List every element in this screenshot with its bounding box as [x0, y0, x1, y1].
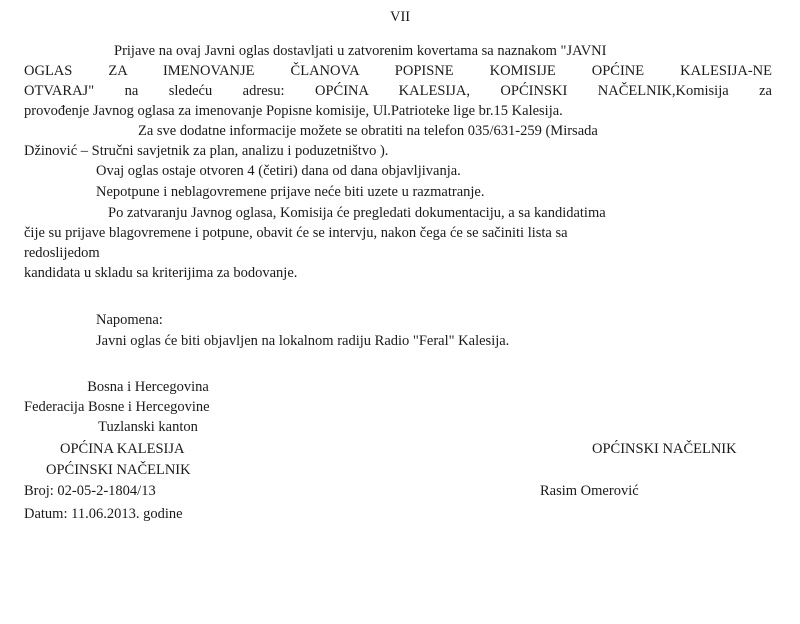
- para1-line4: provođenje Javnog oglasa za imenovanje Popisne komisije, Ul.Patrioteke lige br.15 Kalesija.: [24, 103, 563, 119]
- section-number: VII: [390, 9, 411, 25]
- para1-line1: Prijave na ovaj Javni oglas dostavljati u zatvorenim kovertama sa naznakom "JAVNI: [114, 43, 607, 59]
- municipality-name: OPĆINA KALESIJA: [60, 441, 185, 457]
- note-text: Javni oglas će biti objavljen na lokalnom radiju Radio "Feral" Kalesija.: [96, 333, 510, 349]
- para1-line2: OGLAS ZA IMENOVANJE ČLANOVA POPISNE KOMISIJE OPĆINE KALESIJA-NE: [24, 63, 772, 79]
- canton-name: Tuzlanski kanton: [98, 419, 198, 435]
- para1-line3: OTVARAJ" na sledeću adresu: OPĆINA KALESIJA, OPĆINSKI NAČELNIK,Komisija za: [24, 83, 772, 99]
- para5-line3: redoslijedom: [24, 245, 100, 261]
- reference-number: Broj: 02-05-2-1804/13: [24, 483, 156, 499]
- federation-name: Federacija Bosne i Hercegovine: [24, 399, 210, 415]
- para2-line2: Džinović – Stručni savjetnik za plan, analizu i poduzetništvo ).: [24, 143, 389, 159]
- note-label: Napomena:: [96, 312, 163, 328]
- para5-line4: kandidata u skladu sa kriterijima za bodovanje.: [24, 265, 298, 281]
- para5-line2: čije su prijave blagovremene i potpune, obavit će se intervju, nakon čega će se sačiniti lista sa: [24, 225, 568, 241]
- signature-title: OPĆINSKI NAČELNIK: [592, 441, 737, 457]
- country-name: Bosna i Hercegovina: [87, 379, 209, 395]
- document-date: Datum: 11.06.2013. godine: [24, 506, 183, 522]
- para5-line1: Po zatvaranju Javnog oglasa, Komisija će pregledati dokumentaciju, a sa kandidatima: [108, 205, 606, 221]
- para4: Nepotpune i neblagovremene prijave neće biti uzete u razmatranje.: [96, 184, 485, 200]
- para3: Ovaj oglas ostaje otvoren 4 (četiri) dana od dana objavljivanja.: [96, 163, 461, 179]
- office-name: OPĆINSKI NAČELNIK: [46, 462, 191, 478]
- signatory-name: Rasim Omerović: [540, 483, 639, 499]
- para2-line1: Za sve dodatne informacije možete se obratiti na telefon 035/631-259 (Mirsada: [138, 123, 598, 139]
